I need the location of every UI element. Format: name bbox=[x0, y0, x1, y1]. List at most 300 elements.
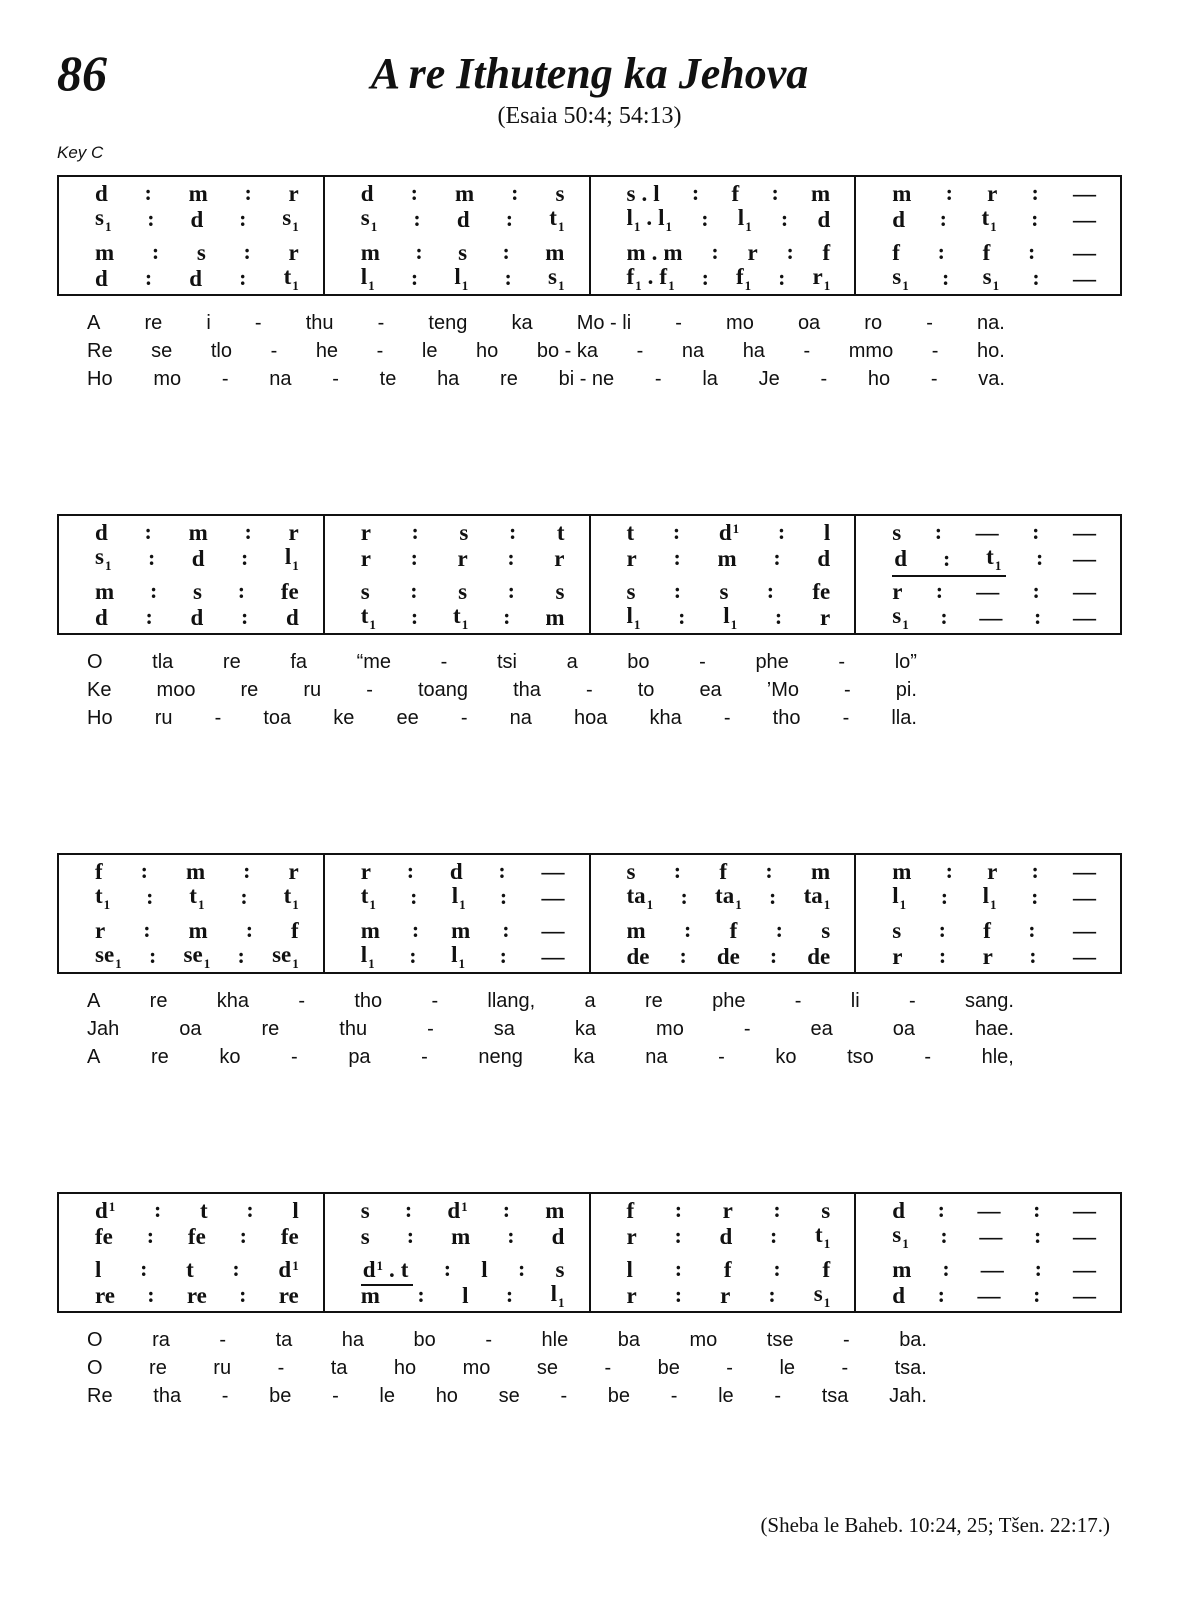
note-letter: re bbox=[278, 1282, 299, 1308]
half-beat-dot: . bbox=[647, 263, 654, 289]
lyric-syllable: re bbox=[240, 679, 259, 702]
solfa-note bbox=[189, 884, 204, 911]
solfa-note bbox=[284, 265, 299, 292]
octave-down-mark: 1 bbox=[292, 896, 299, 912]
solfa-note bbox=[454, 265, 468, 292]
note-letter: r bbox=[820, 604, 831, 630]
lyric-line bbox=[57, 990, 1122, 1018]
beat-separator: : bbox=[505, 206, 514, 232]
note-letter: d bbox=[894, 546, 908, 572]
octave-down-mark: 1 bbox=[292, 218, 299, 234]
lyric-syllable: O bbox=[87, 1329, 103, 1352]
octave-down-mark: 1 bbox=[292, 955, 299, 971]
note-letter: m bbox=[626, 917, 646, 943]
solfa-note bbox=[730, 919, 738, 942]
note-letter: t bbox=[453, 602, 461, 628]
note-letter: f bbox=[735, 263, 744, 289]
lyrics-verse-2 bbox=[57, 651, 1122, 735]
lyric-syllable: re bbox=[500, 368, 518, 391]
solfa-note bbox=[361, 521, 371, 544]
note-letter: s bbox=[892, 602, 902, 628]
alto-row bbox=[856, 206, 1120, 232]
tenor-row bbox=[856, 1256, 1120, 1282]
beat-separator: : bbox=[417, 1282, 425, 1308]
solfa-note bbox=[627, 1199, 635, 1222]
beat-separator: : bbox=[1034, 1256, 1042, 1282]
note-letter: — bbox=[541, 917, 565, 943]
note-letter: t bbox=[400, 1257, 409, 1283]
solfa-note bbox=[95, 182, 108, 205]
lyric-hyphen: - bbox=[723, 707, 731, 730]
lyric-syllable: tha bbox=[153, 1385, 182, 1408]
lyric-hyphen: - bbox=[718, 1046, 725, 1069]
lyric-syllable: le bbox=[379, 1385, 395, 1408]
lyric-syllable: tho bbox=[772, 707, 801, 730]
note-letter: s bbox=[813, 1280, 823, 1306]
note-letter: m bbox=[811, 180, 831, 206]
solfa-note bbox=[361, 206, 377, 233]
beat-separator: : bbox=[413, 206, 421, 232]
octave-down-mark: 1 bbox=[458, 955, 466, 971]
bass-row bbox=[59, 1282, 323, 1308]
lyric-syllable: tho bbox=[354, 990, 383, 1013]
beat-separator: : bbox=[934, 519, 943, 545]
solfa-note bbox=[95, 1225, 113, 1248]
lyric-line bbox=[57, 1046, 1122, 1074]
beat-separator: : bbox=[674, 1223, 682, 1249]
note-letter: — bbox=[979, 1223, 1003, 1249]
solfa-note bbox=[556, 182, 565, 205]
lyric-syllable: oa bbox=[892, 1018, 915, 1041]
measure bbox=[854, 177, 1120, 294]
octave-down-mark: 1 bbox=[369, 616, 376, 632]
solfa-note bbox=[551, 1282, 565, 1309]
beat-separator: : bbox=[940, 604, 948, 630]
tenor-row bbox=[59, 578, 323, 604]
beat-separator: : bbox=[1031, 884, 1039, 910]
lyric-syllable: be bbox=[657, 1357, 680, 1380]
note-letter: d bbox=[190, 604, 204, 630]
beat-separator: : bbox=[1032, 519, 1040, 545]
beat-separator: : bbox=[237, 578, 246, 604]
note-letter: t bbox=[556, 519, 565, 545]
note-letter: m bbox=[451, 1223, 471, 1249]
note-letter: m bbox=[811, 858, 831, 884]
note-letter: t bbox=[815, 1221, 823, 1247]
solfa-note bbox=[892, 265, 908, 292]
lyric-syllable: ta bbox=[330, 1357, 348, 1380]
alto-row bbox=[59, 884, 323, 910]
solfa-note bbox=[724, 1258, 732, 1281]
solfa-note bbox=[892, 1284, 905, 1307]
note-letter: s bbox=[95, 204, 104, 230]
beat-separator: : bbox=[701, 206, 709, 232]
tenor-row bbox=[591, 578, 855, 604]
note-letter: f bbox=[626, 263, 635, 289]
solfa-note bbox=[95, 267, 108, 290]
bass-row bbox=[59, 604, 323, 630]
beat-separator: : bbox=[773, 545, 781, 571]
lyric-syllable: tla bbox=[152, 651, 174, 674]
beat-separator: : bbox=[1028, 917, 1036, 943]
lyric-syllable: mo bbox=[689, 1329, 718, 1352]
beat-separator: : bbox=[937, 1197, 945, 1223]
beat-separator: : bbox=[938, 917, 946, 943]
note-letter: m bbox=[545, 1197, 565, 1223]
lyric-syllable: na bbox=[509, 707, 532, 730]
note-letter: s bbox=[892, 519, 902, 545]
note-letter: — bbox=[1073, 239, 1096, 265]
lyric-syllable: hle, bbox=[981, 1046, 1014, 1069]
note-letter: — bbox=[1073, 265, 1096, 291]
bass-row bbox=[59, 943, 323, 969]
octave-down-mark: 1 bbox=[103, 896, 111, 912]
lyric-syllable: ea bbox=[810, 1018, 833, 1041]
lyric-syllable: re bbox=[149, 990, 168, 1013]
solfa-note bbox=[361, 241, 380, 264]
lyric-syllable: thu bbox=[305, 312, 334, 335]
note-letter: f bbox=[822, 1256, 831, 1282]
tenor-row bbox=[591, 917, 855, 943]
solfa-note bbox=[1073, 886, 1096, 909]
note-letter: l bbox=[454, 263, 461, 289]
note-letter: — bbox=[1073, 206, 1096, 232]
solfa-note bbox=[627, 919, 646, 942]
beat-separator: : bbox=[773, 1256, 781, 1282]
solfa-note bbox=[455, 182, 474, 205]
solfa-note bbox=[627, 884, 654, 911]
note-letter: fe bbox=[280, 578, 299, 604]
octave-down-mark: 1 bbox=[368, 955, 375, 971]
note-letter: m bbox=[360, 1282, 380, 1308]
note-letter: f bbox=[95, 858, 103, 884]
note-letter: s bbox=[892, 263, 902, 289]
solfa-note bbox=[481, 1258, 487, 1281]
solfa-note bbox=[361, 1284, 380, 1307]
solfa-note bbox=[892, 604, 908, 631]
lyric-syllable: A bbox=[87, 312, 101, 335]
lyric-syllable: be bbox=[269, 1385, 292, 1408]
lyrics-verse-4 bbox=[57, 1329, 1122, 1413]
note-letter: d bbox=[892, 1197, 906, 1223]
solfa-note bbox=[189, 267, 202, 290]
beat-separator: : bbox=[1031, 206, 1039, 232]
octave-down-mark: 1 bbox=[823, 1235, 831, 1251]
solfa-note bbox=[189, 521, 208, 544]
lyric-syllable: le bbox=[718, 1385, 734, 1408]
lyric-hyphen: - bbox=[270, 340, 278, 363]
solfa-note bbox=[95, 580, 114, 603]
beat-separator: : bbox=[765, 858, 773, 884]
solfa-note bbox=[811, 860, 830, 883]
measure bbox=[323, 516, 589, 633]
solfa-note bbox=[361, 884, 376, 911]
soprano-row bbox=[856, 180, 1120, 206]
octave-down-mark: 1 bbox=[902, 277, 909, 293]
lyric-hyphen: - bbox=[841, 1357, 849, 1380]
solfa-note bbox=[979, 606, 1002, 629]
lyric-syllable: thu bbox=[339, 1018, 368, 1041]
solfa-note bbox=[95, 943, 122, 970]
octave-down-mark: 1 bbox=[104, 218, 112, 234]
note-letter: f bbox=[983, 917, 991, 943]
measure bbox=[59, 855, 323, 972]
note-letter: ta bbox=[626, 882, 646, 908]
solfa-note bbox=[627, 206, 673, 233]
soprano-row bbox=[59, 180, 323, 206]
solfa-note bbox=[983, 884, 997, 911]
note-letter: s bbox=[821, 1197, 831, 1223]
solfa-note bbox=[361, 943, 375, 970]
lyric-syllable: ko bbox=[775, 1046, 797, 1069]
lyric-hyphen: - bbox=[332, 368, 339, 391]
alto-row bbox=[59, 1223, 323, 1249]
octave-down-mark: 1 bbox=[823, 277, 831, 293]
note-letter: — bbox=[1072, 858, 1096, 884]
tenor-row bbox=[325, 239, 589, 265]
lyric-syllable: ko bbox=[219, 1046, 241, 1069]
octave-down-mark: 1 bbox=[203, 955, 211, 971]
note-letter: — bbox=[541, 884, 565, 910]
beat-separator: : bbox=[679, 943, 687, 969]
beat-separator: : bbox=[443, 1256, 452, 1282]
solfa-note bbox=[892, 1223, 908, 1250]
solfa-note bbox=[545, 606, 564, 629]
alto-row bbox=[591, 206, 855, 232]
octave-down-mark: 1 bbox=[992, 277, 1000, 293]
solfa-note bbox=[189, 919, 208, 942]
note-letter: — bbox=[1072, 1197, 1096, 1223]
solfa-note bbox=[272, 943, 299, 970]
beat-separator: : bbox=[239, 206, 247, 232]
octave-down-mark: 1 bbox=[990, 218, 997, 234]
note-letter: l bbox=[481, 1256, 488, 1282]
lyric-syllable: Jah bbox=[87, 1018, 120, 1041]
note-letter: — bbox=[979, 604, 1003, 630]
note-letter: f bbox=[731, 180, 740, 206]
beat-separator: : bbox=[409, 943, 417, 969]
bass-row bbox=[325, 604, 589, 630]
note-letter: d bbox=[718, 519, 732, 545]
beat-separator: : bbox=[245, 917, 254, 943]
lyric-syllable: lo” bbox=[894, 651, 917, 674]
solfa-note bbox=[95, 241, 114, 264]
tenor-row bbox=[325, 578, 589, 604]
solfa-note bbox=[95, 545, 111, 572]
beat-separator: : bbox=[498, 858, 506, 884]
solfa-note bbox=[817, 208, 830, 231]
octave-down-mark: 1 bbox=[899, 896, 907, 912]
note-letter: l bbox=[723, 602, 730, 628]
beat-separator: : bbox=[774, 604, 783, 630]
solfa-note bbox=[1073, 241, 1096, 264]
lyric-syllable: re bbox=[222, 651, 241, 674]
solfa-note bbox=[627, 1225, 637, 1248]
note-letter: r bbox=[554, 545, 565, 571]
note-letter: re bbox=[186, 1282, 207, 1308]
lyric-syllable: tsa. bbox=[894, 1357, 927, 1380]
solfa-note bbox=[451, 919, 470, 942]
solfa-note bbox=[542, 945, 565, 968]
note-letter: r bbox=[892, 578, 903, 604]
solfa-note bbox=[987, 182, 997, 205]
lyric-syllable: ka bbox=[574, 1018, 597, 1041]
solfa-note bbox=[983, 945, 993, 968]
lyric-syllable: ho bbox=[867, 368, 891, 391]
solfa-note bbox=[458, 547, 468, 570]
beat-separator: : bbox=[144, 180, 152, 206]
solfa-note bbox=[451, 943, 465, 970]
solfa-note bbox=[552, 1225, 565, 1248]
octave-down-mark: 1 bbox=[368, 277, 375, 293]
solfa-note bbox=[1073, 1225, 1096, 1248]
alto-row bbox=[325, 1223, 589, 1249]
octave-down-mark: 1 bbox=[902, 1235, 909, 1251]
solfa-note bbox=[1073, 1199, 1096, 1222]
lyric-line bbox=[57, 679, 1122, 707]
lyric-syllable: re bbox=[149, 1357, 167, 1380]
note-letter: f bbox=[892, 239, 900, 265]
note-letter: de bbox=[626, 943, 650, 969]
solfa-note bbox=[1073, 521, 1096, 544]
beat-separator: : bbox=[143, 917, 151, 943]
note-letter: d bbox=[719, 1223, 733, 1249]
solfa-note bbox=[627, 1284, 637, 1307]
solfa-note bbox=[983, 265, 999, 292]
lyric-syllable: sa bbox=[493, 1018, 515, 1041]
lyric-syllable: phe bbox=[712, 990, 746, 1013]
solfa-note bbox=[452, 884, 466, 911]
solfa-note bbox=[894, 547, 907, 570]
beat-separator: : bbox=[406, 1223, 415, 1249]
tenor-row bbox=[856, 917, 1120, 943]
measure bbox=[323, 855, 589, 972]
lyric-syllable: oa bbox=[797, 312, 821, 335]
note-letter: t bbox=[95, 882, 103, 908]
solfa-note bbox=[200, 1199, 208, 1222]
lyric-hyphen: - bbox=[460, 707, 468, 730]
note-letter: r bbox=[626, 545, 637, 571]
lyric-syllable: na. bbox=[976, 312, 1005, 335]
note-letter: d bbox=[95, 265, 108, 291]
tenor-row bbox=[856, 239, 1120, 265]
tenor-row bbox=[325, 917, 589, 943]
note-letter: f bbox=[822, 239, 831, 265]
bass-row bbox=[856, 604, 1120, 630]
beat-separator: : bbox=[239, 1282, 247, 1308]
beat-separator: : bbox=[147, 545, 156, 571]
note-letter: — bbox=[977, 1197, 1001, 1223]
lyric-syllable: re bbox=[644, 990, 663, 1013]
solfa-note bbox=[892, 521, 901, 544]
lyric-hyphen: - bbox=[843, 1329, 850, 1352]
note-letter: t bbox=[186, 1256, 194, 1282]
beat-separator: : bbox=[673, 858, 682, 884]
solfa-note bbox=[184, 943, 211, 970]
solfa-note bbox=[95, 1258, 101, 1281]
solfa-note bbox=[281, 1225, 299, 1248]
beat-separator: : bbox=[503, 604, 511, 630]
lyric-hyphen: - bbox=[440, 651, 448, 674]
note-letter: l bbox=[626, 204, 633, 230]
note-letter: fe bbox=[812, 578, 831, 604]
note-letter: — bbox=[1072, 1256, 1096, 1282]
lyric-hyphen: - bbox=[219, 1329, 227, 1352]
note-letter: l bbox=[360, 941, 368, 967]
note-letter: ta bbox=[803, 882, 823, 908]
solfa-note bbox=[983, 919, 991, 942]
lyric-hyphen: - bbox=[844, 679, 851, 702]
solfa-note bbox=[804, 884, 831, 911]
note-letter: t bbox=[549, 204, 557, 230]
hymn-title: A re Ithuteng ka Jehova bbox=[370, 49, 809, 98]
measure bbox=[854, 516, 1120, 633]
beat-separator: : bbox=[766, 578, 775, 604]
note-letter: d bbox=[95, 604, 108, 630]
lyric-line bbox=[57, 1018, 1122, 1046]
solfa-note bbox=[976, 580, 999, 603]
lyric-hyphen: - bbox=[743, 1018, 751, 1041]
beat-separator: : bbox=[239, 1223, 247, 1249]
note-letter: s bbox=[626, 858, 636, 884]
note-letter: d bbox=[95, 1197, 108, 1223]
solfa-note bbox=[720, 1284, 730, 1307]
note-letter: s bbox=[458, 239, 468, 265]
bass-row bbox=[325, 265, 589, 291]
lyric-syllable: Re bbox=[87, 1385, 113, 1408]
note-letter: s bbox=[719, 578, 729, 604]
beat-separator: : bbox=[508, 519, 517, 545]
note-letter: — bbox=[1072, 604, 1096, 630]
beat-separator: : bbox=[935, 578, 944, 604]
solfa-note bbox=[95, 1284, 115, 1307]
note-letter: fe bbox=[95, 1223, 113, 1249]
solfa-note bbox=[95, 606, 108, 629]
soprano-row bbox=[591, 1197, 855, 1223]
solfa-note bbox=[291, 919, 299, 942]
note-letter: de bbox=[716, 943, 740, 969]
solfa-note bbox=[462, 1284, 468, 1307]
note-letter: l bbox=[626, 1256, 633, 1282]
note-letter: l bbox=[550, 1280, 557, 1306]
note-letter: m bbox=[360, 917, 380, 943]
measure bbox=[589, 516, 855, 633]
note-letter: s bbox=[892, 917, 902, 943]
solfa-note bbox=[717, 547, 736, 570]
solfa-note bbox=[95, 1199, 115, 1222]
solfa-note bbox=[193, 580, 202, 603]
note-letter: t bbox=[283, 882, 292, 908]
alto-row bbox=[325, 545, 589, 571]
solfa-note bbox=[459, 521, 468, 544]
lyric-line bbox=[57, 651, 1122, 679]
lyric-syllable: O bbox=[87, 1357, 103, 1380]
lyric-syllable: bo - ka bbox=[536, 340, 599, 363]
solfa-note bbox=[1073, 547, 1096, 570]
lyric-line bbox=[57, 340, 1122, 368]
note-letter: r bbox=[720, 1282, 731, 1308]
lyric-syllable: hae. bbox=[975, 1018, 1014, 1041]
measure bbox=[59, 177, 323, 294]
solfa-note bbox=[285, 545, 299, 572]
lyric-hyphen: - bbox=[421, 1046, 428, 1069]
lyric-syllable: Mo - li bbox=[576, 312, 632, 335]
lyric-syllable: O bbox=[87, 651, 103, 674]
solfa-note bbox=[361, 860, 371, 883]
note-letter: — bbox=[1072, 519, 1096, 545]
note-letter: s bbox=[892, 1221, 902, 1247]
note-letter: f bbox=[659, 263, 668, 289]
